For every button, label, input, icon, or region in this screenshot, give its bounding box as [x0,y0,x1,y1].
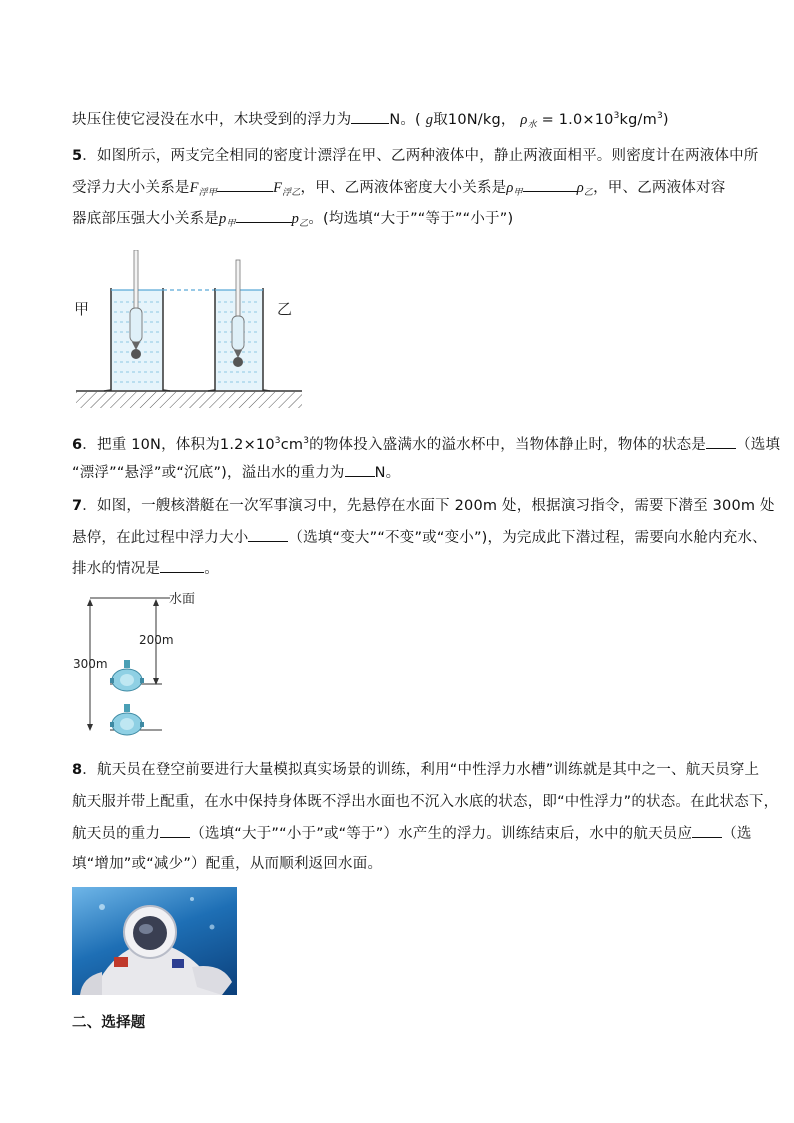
q7-text-3a: 排水的情况是 [72,561,161,577]
rho-symbol-1: ρ [506,180,514,196]
q6-blank-1[interactable] [706,434,736,449]
q6-line-1 [72,431,780,455]
beaker-left [104,250,170,391]
q4-text: 块压住使它浸没在水中，木块受到的浮力为 [72,112,352,128]
rho-sub-2: 乙 [583,188,594,198]
q5-text-3b: 。(均选填“大于”“等于”“小于”) [308,211,514,227]
q7-line-3 [72,558,219,579]
surface-label: 水面 [169,592,196,607]
label-jia: 甲 [74,300,90,318]
q5-number: 5 [72,148,83,164]
astronaut-photo [72,887,237,995]
q6-vol-unit: cm [280,437,304,453]
beaker-right [208,260,270,391]
rho-eq: = 1.0×10 [541,112,614,128]
q8-text-3a: 航天员的重力 [72,826,161,842]
q8-text-1: ．航天员在登空前要进行大量模拟真实场景的训练，利用“中性浮力水槽”训练就是其中之一、航天员穿上 [82,762,760,778]
q8-text-4: 填“增加”或“减少”）配重，从而顺利返回水面。 [72,856,383,872]
q5-text-2c: ，甲、乙两液体对容 [593,180,726,196]
section-2-title: 二、选择题 [72,1015,146,1031]
submarine-300m [110,704,144,735]
p-symbol-1: p [219,211,227,227]
q7-blank-2[interactable] [160,558,204,573]
rho-symbol: ρ [520,112,528,128]
submarine-200m [110,660,144,691]
q7-blank-1[interactable] [248,527,288,542]
q7-line-2 [72,527,767,548]
q5-text-2b: ，甲、乙两液体密度大小关系是 [300,180,507,196]
hydrometer-figure [70,250,310,415]
rho-sub-1: 甲 [513,188,523,198]
q7-text-3b: 。 [204,561,219,577]
q6-number: 6 [72,437,83,453]
q5-text-3a: 器底部压强大小关系是 [72,211,219,227]
q6-text-2a: “漂浮”“悬浮”或“沉底”)，溢出水的重力为 [72,465,345,481]
g-value: 取10N/kg， [433,112,516,128]
depth-200-label: 200m [139,633,174,647]
q7-text-2b: （选填“变大”“不变”或“变小”)，为完成此下潜过程，需要向水舱内充水、 [288,530,767,546]
q4-close: ) [662,112,669,128]
q8-text-3c: （选 [722,826,752,842]
f-symbol-2: F [273,180,283,196]
q8-line-1 [72,760,759,780]
q6-text-1c: （选填 [736,437,781,453]
rho-sub: 水 [527,120,537,130]
q6-vol-unit-exp: 3 [303,436,310,446]
q6-text-1b: 的物体投入盛满水的溢水杯中，当物体静止时，物体的状态是 [309,437,707,453]
p-sub-2: 乙 [299,219,309,229]
q5-blank-1[interactable] [217,177,273,192]
q8-line-4 [72,854,382,874]
q8-text-2: 航天服并带上配重，在水中保持身体既不浮出水面也不沉入水底的状态，即“中性浮力”的状态。在此状态下， [72,794,779,810]
q5-blank-3[interactable] [236,208,292,223]
q5-line-3 [72,208,513,234]
f-symbol-1: F [189,180,199,196]
q8-line-2 [72,792,778,812]
q6-line-2 [72,462,400,483]
q6-text-1a: ．把重 10N，体积为 [82,437,220,453]
q7-text-1: ．如图，一艘核潜艇在一次军事演习中，先悬停在水面下 200m 处，根据演习指令，需要下潜至 300m 处 [82,498,775,514]
f-sub-2: 浮乙 [282,188,301,198]
p-sub-1: 甲 [226,219,236,229]
q8-blank-2[interactable] [692,823,722,838]
label-yi: 乙 [277,300,293,318]
q5-text-1: ．如图所示，两支完全相同的密度计漂浮在甲、乙两种液体中，静止两液面相平。则密度计在两液体中所 [82,148,759,164]
rho-unit-exp: 3 [656,111,663,121]
astronaut-illustration [72,887,237,995]
rho-exp: 3 [613,111,620,121]
depth-300-label: 300m [73,657,108,671]
f-sub-1: 浮甲 [198,188,218,198]
q7-line-1 [72,496,775,516]
q4-unit: N。( [389,112,421,128]
q5-line-2 [72,177,725,203]
q5-text-2a: 受浮力大小关系是 [72,180,190,196]
q6-vol: 1.2×10 [219,437,275,453]
q8-text-3b: （选填“大于”“小于”或“等于”）水产生的浮力。训练结束后，水中的航天员应 [190,826,693,842]
rho-symbol-2: ρ [576,180,584,196]
q8-line-3 [72,823,752,844]
q6-blank-2[interactable] [345,462,375,477]
q5-line-1 [72,146,759,166]
g-symbol: g [425,112,434,128]
p-symbol-2: p [291,211,300,227]
rho-unit: kg/m [619,112,657,128]
q6-text-2b: N。 [374,465,401,481]
q4-tail-line [72,106,669,135]
q4-blank[interactable] [351,109,389,124]
q7-number: 7 [72,498,83,514]
q7-text-2a: 悬停，在此过程中浮力大小 [72,530,249,546]
q6-vol-exp: 3 [274,436,281,446]
q5-blank-2[interactable] [523,177,577,192]
submarine-figure [70,588,240,748]
q8-blank-1[interactable] [160,823,190,838]
q8-number: 8 [72,762,83,778]
